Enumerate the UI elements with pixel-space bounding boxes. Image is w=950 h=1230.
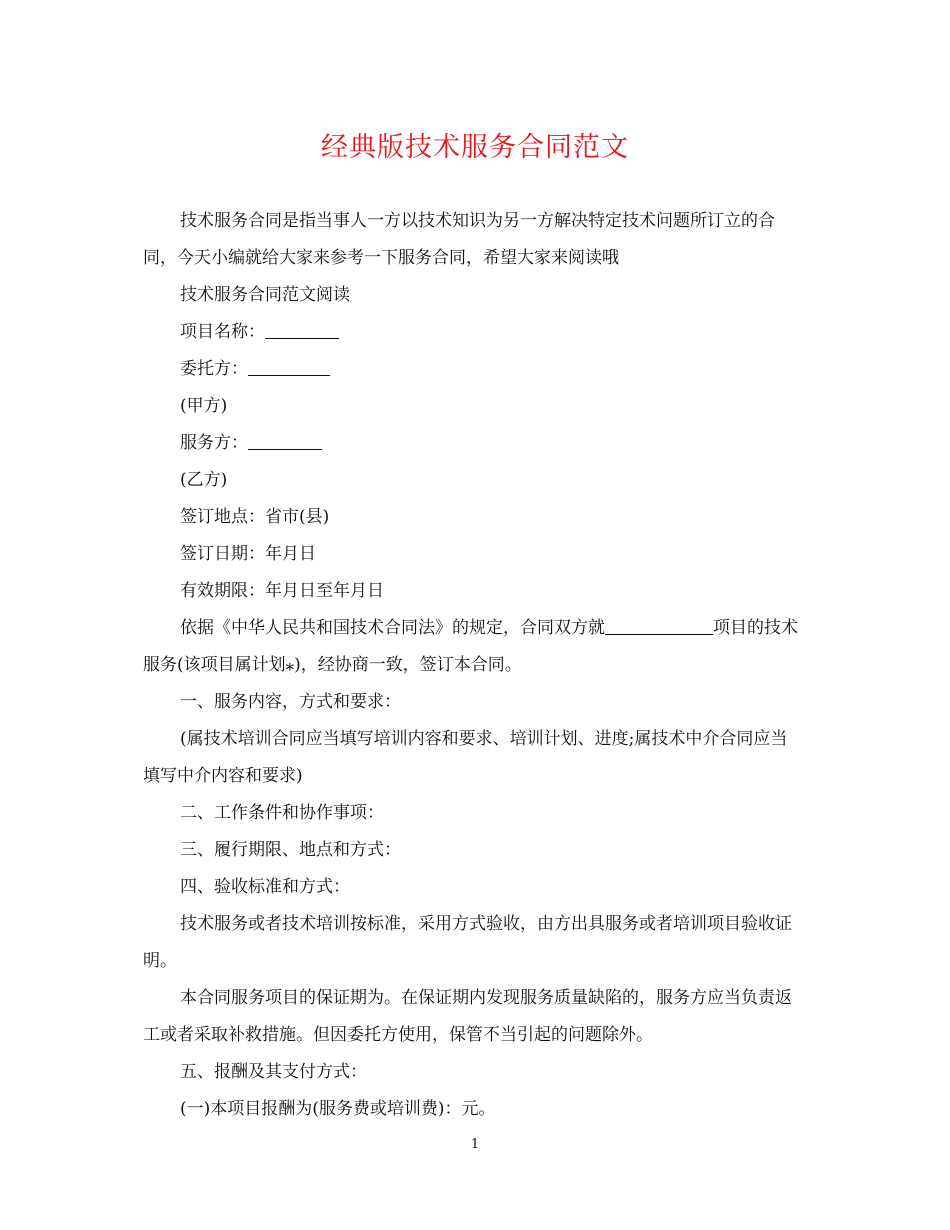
provider-label: 服务方： [180,433,248,453]
project-name-label: 项目名称： [180,322,265,342]
project-name-line [143,314,798,351]
project-blank [605,634,713,635]
section-1-note: (属技术培训合同应当填写培训内容和要求、培训计划、进度;属技术中介合同应当填写中介内容和要求) [143,729,788,786]
page-number: 1 [470,1137,480,1152]
client-label: 委托方： [180,359,248,379]
document-body [143,203,798,1128]
project-name-blank [265,338,339,339]
sign-place-line: 签订地点：省市(县) [180,507,330,527]
basis-paragraph [143,610,798,684]
warranty-paragraph: 本合同服务项目的保证期为。在保证期内发现服务质量缺陷的，服务方应当负责返工或者采取补救措施。但因委托方使用，保管不当引起的问题除外。 [143,988,792,1045]
section-1-heading: 一、服务内容，方式和要求： [180,692,401,712]
section-2-heading: 二、工作条件和协作事项： [180,803,384,823]
valid-period-line: 有效期限：年月日至年月日 [180,581,384,601]
document-title: 经典版技术服务合同范文 [321,132,629,163]
client-blank [248,375,330,376]
sign-date-line: 签订日期：年月日 [180,544,316,564]
basis-text-before: 依据《中华人民共和国技术合同法》的规定，合同双方就 [180,618,605,638]
intro-paragraph: 技术服务合同是指当事人一方以技术知识为另一方解决特定技术问题所订立的合同，今天小编就给大家来参考一下服务合同，希望大家来阅读哦 [143,211,775,268]
party-a-label: (甲方) [180,396,228,416]
read-label: 技术服务合同范文阅读 [180,285,350,305]
fee-line: (一)本项目报酬为(服务费或培训费)：元。 [180,1099,496,1119]
provider-line [143,425,798,462]
section-4-heading: 四、验收标准和方式： [180,877,350,897]
provider-blank [248,449,322,450]
client-line [143,351,798,388]
section-5-heading: 五、报酬及其支付方式： [180,1062,367,1082]
party-b-label: (乙方) [180,470,228,490]
basis-text-after: 项目的技术服务(该项目属计划⁎)，经协商一致，签订本合同。 [143,618,798,675]
section-3-heading: 三、履行期限、地点和方式： [180,840,401,860]
acceptance-paragraph: 技术服务或者技术培训按标准，采用方式验收，由方出具服务或者培训项目验收证明。 [143,914,792,971]
